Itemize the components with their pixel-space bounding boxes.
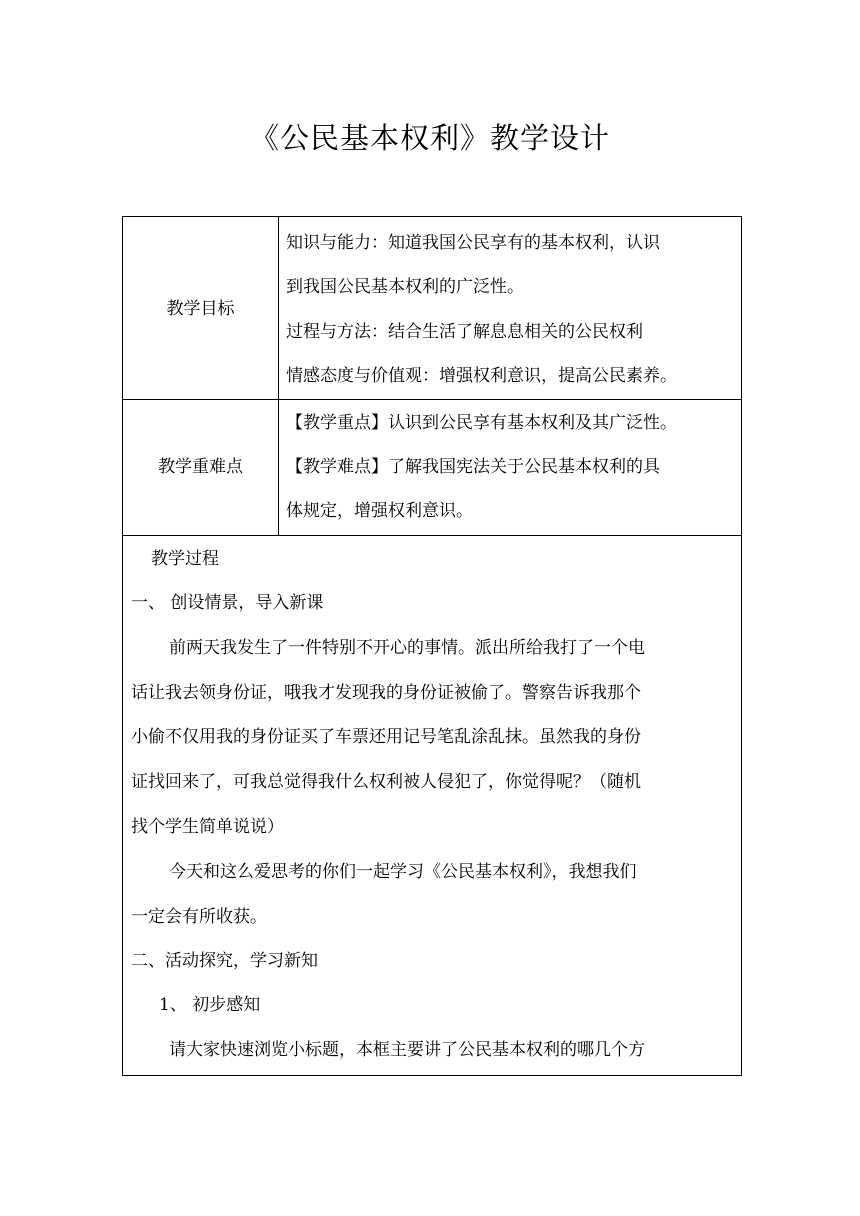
subsection-heading: 1、 初步感知: [159, 995, 261, 1015]
row-divider: [123, 535, 741, 536]
goals-line: 情感态度与价值观：增强权利意识，提高公民素养。: [286, 366, 677, 386]
lesson-plan-table: [122, 216, 742, 1076]
key-points-line: 【教学难点】了解我国宪法关于公民基本权利的具: [286, 457, 660, 477]
row-divider: [123, 399, 741, 400]
goals-line: 到我国公民基本权利的广泛性。: [286, 277, 524, 297]
goals-line: 知识与能力：知道我国公民享有的基本权利，认识: [286, 233, 660, 253]
process-paragraph-line: 证找回来了，可我总觉得我什么权利被人侵犯了，你觉得呢？（随机: [131, 772, 641, 792]
key-points-label: 教学重难点: [158, 457, 243, 477]
section-heading: 二、活动探究，学习新知: [131, 951, 318, 971]
process-paragraph-line: 话让我去领身份证，哦我才发现我的身份证被偷了。警察告诉我那个: [131, 683, 641, 703]
process-paragraph-line: 一定会有所收获。: [131, 907, 267, 927]
process-paragraph-line: 今天和这么爱思考的你们一起学习《公民基本权利》，我想我们: [169, 862, 637, 882]
process-heading: 教学过程: [151, 549, 219, 569]
document-title: 《公民基本权利》教学设计: [249, 121, 610, 155]
section-heading: 一、 创设情景，导入新课: [131, 593, 324, 613]
process-paragraph-line: 小偷不仅用我的身份证买了车票还用记号笔乱涂乱抹。虽然我的身份: [131, 727, 641, 747]
key-points-line: 体规定，增强权利意识。: [286, 501, 473, 521]
process-paragraph-line: 请大家快速浏览小标题，本框主要讲了公民基本权利的哪几个方: [169, 1040, 645, 1060]
column-divider: [278, 217, 279, 535]
process-paragraph-line: 找个学生简单说说）: [131, 817, 284, 837]
goals-line: 过程与方法：结合生活了解息息相关的公民权利: [286, 322, 643, 342]
process-paragraph-line: 前两天我发生了一件特别不开心的事情。派出所给我打了一个电: [169, 638, 645, 658]
goals-label: 教学目标: [166, 299, 235, 319]
key-points-line: 【教学重点】认识到公民享有基本权利及其广泛性。: [286, 413, 677, 433]
